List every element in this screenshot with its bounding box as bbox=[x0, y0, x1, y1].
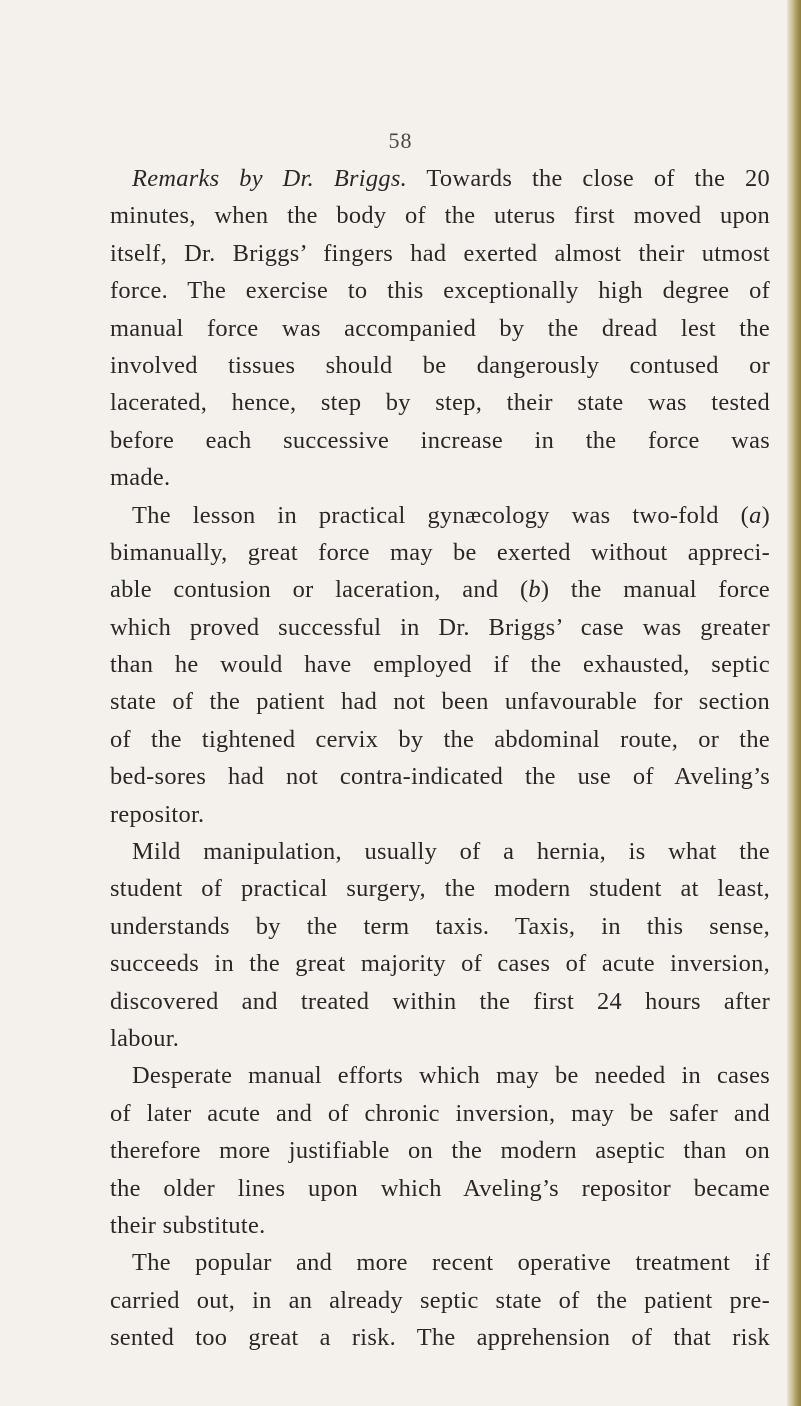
text-line bbox=[110, 459, 770, 496]
text-line bbox=[110, 310, 770, 347]
text-segment: student of practical surgery, the modern student at least, bbox=[110, 875, 770, 903]
text-line bbox=[110, 160, 770, 197]
italic-text: b bbox=[528, 576, 541, 604]
text-line bbox=[110, 870, 770, 907]
text-line bbox=[110, 1132, 770, 1169]
text-segment: able contusion or laceration, and ( bbox=[110, 576, 529, 604]
text-segment: bimanually, great force may be exerted without appreci- bbox=[110, 538, 770, 566]
text-segment: The lesson in practical gynæcology was two-fold ( bbox=[132, 501, 750, 529]
text-segment: involved tissues should be dangerously contused or bbox=[110, 351, 770, 379]
text-line bbox=[110, 347, 770, 384]
text-segment: of later acute and of chronic inversion, may be safer and bbox=[110, 1099, 770, 1127]
text-line bbox=[110, 796, 770, 833]
text-segment: Towards the close of the 20 bbox=[407, 165, 770, 192]
text-segment: lacerated, hence, step by step, their state was tested bbox=[110, 389, 770, 417]
text-line bbox=[110, 833, 770, 870]
text-segment: minutes, when the body of the uterus first moved upon bbox=[110, 202, 770, 230]
text-line bbox=[110, 1319, 770, 1356]
text-segment: state of the patient had not been unfavourable for section bbox=[110, 688, 770, 716]
text-segment: ) the manual force bbox=[540, 576, 770, 604]
text-segment: therefore more justifiable on the modern aseptic than on bbox=[110, 1137, 770, 1165]
text-segment: ) bbox=[761, 501, 770, 529]
italic-text: Remarks by Dr. Briggs. bbox=[132, 165, 408, 192]
text-line bbox=[110, 1020, 770, 1057]
text-segment: succeeds in the great majority of cases of acute inversion, bbox=[110, 950, 770, 978]
text-line bbox=[110, 1095, 770, 1132]
text-line bbox=[110, 721, 770, 758]
text-line bbox=[110, 1170, 770, 1207]
text-line bbox=[110, 683, 770, 720]
text-segment: made. bbox=[110, 464, 171, 492]
text-segment: their substitute. bbox=[110, 1211, 266, 1239]
text-line bbox=[110, 908, 770, 945]
page-number: 58 bbox=[388, 128, 413, 153]
text-segment: of the tightened cervix by the abdominal route, or the bbox=[110, 725, 770, 753]
text-segment: the older lines upon which Aveling’s repositor became bbox=[110, 1174, 770, 1202]
text-segment: repositor. bbox=[110, 800, 205, 828]
text-segment: understands by the term taxis. Taxis, in this sense, bbox=[110, 912, 770, 940]
text-segment: sented too great a risk. The apprehension of that risk bbox=[110, 1324, 770, 1352]
text-line bbox=[110, 983, 770, 1020]
body-text bbox=[110, 160, 770, 1357]
text-segment: than he would have employed if the exhausted, septic bbox=[110, 651, 770, 679]
text-line bbox=[110, 646, 770, 683]
text-line bbox=[110, 609, 770, 646]
text-line bbox=[110, 272, 770, 309]
page-edge-shadow bbox=[787, 0, 801, 1406]
text-line bbox=[110, 534, 770, 571]
text-line bbox=[110, 1057, 770, 1094]
italic-text: a bbox=[749, 501, 762, 529]
text-line bbox=[110, 1244, 770, 1281]
text-line bbox=[110, 1207, 770, 1244]
text-segment: labour. bbox=[110, 1024, 180, 1052]
text-line bbox=[110, 422, 770, 459]
text-segment: Mild manipulation, usually of a hernia, is what the bbox=[132, 838, 770, 866]
text-segment: before each successive increase in the force was bbox=[110, 426, 770, 454]
text-line bbox=[110, 235, 770, 272]
text-line bbox=[110, 497, 770, 534]
text-line bbox=[110, 571, 770, 608]
text-segment: Desperate manual efforts which may be needed in cases bbox=[132, 1062, 770, 1090]
text-line bbox=[110, 945, 770, 982]
text-segment: discovered and treated within the first 24 hours after bbox=[110, 987, 770, 1015]
text-line bbox=[110, 384, 770, 421]
text-segment: which proved successful in Dr. Briggs’ case was greater bbox=[110, 613, 770, 641]
text-segment: The popular and more recent operative treatment if bbox=[132, 1249, 770, 1277]
text-line bbox=[110, 1282, 770, 1319]
text-segment: manual force was accompanied by the dread lest the bbox=[110, 314, 770, 342]
text-segment: bed-sores had not contra-indicated the use of Aveling’s bbox=[110, 763, 770, 791]
text-line bbox=[110, 197, 770, 234]
text-segment: force. The exercise to this exceptionally high degree of bbox=[110, 277, 770, 305]
text-segment: carried out, in an already septic state of the patient pre- bbox=[110, 1286, 770, 1314]
text-line bbox=[110, 758, 770, 795]
text-segment: itself, Dr. Briggs’ fingers had exerted almost their utmost bbox=[110, 239, 770, 267]
